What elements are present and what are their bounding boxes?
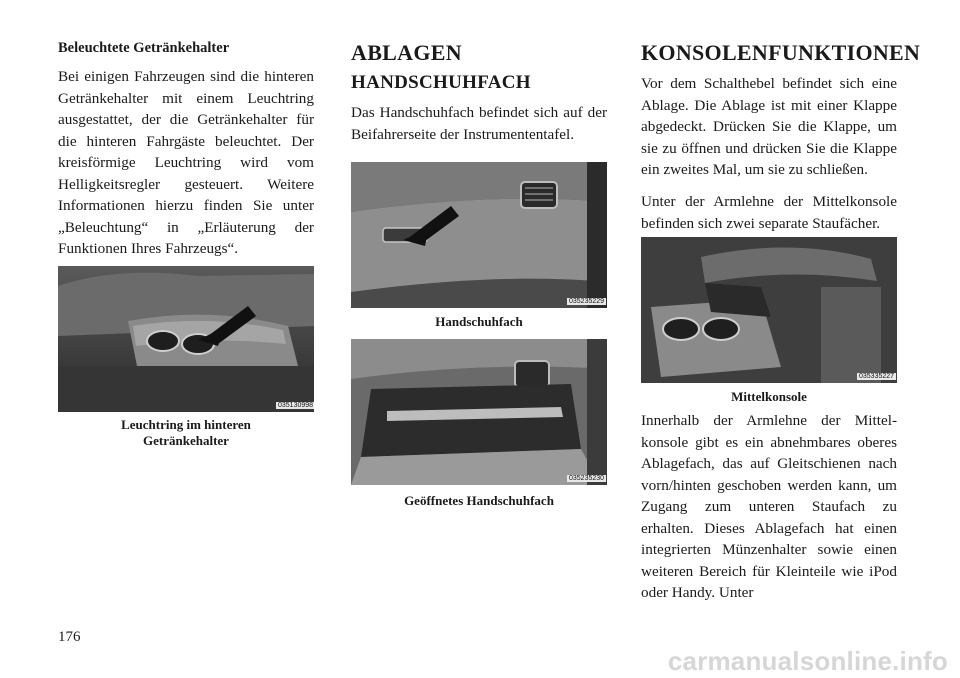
figure-caption-center-console: Mittelkonsole <box>731 389 807 404</box>
page-number: 176 <box>58 629 81 645</box>
glovebox-closed-illustration <box>351 162 607 308</box>
subsection-title-glovebox: HANDSCHUHFACH <box>351 72 531 93</box>
subheading-illuminated-cupholders: Beleuchtete Getränkehalter <box>58 40 230 56</box>
figure-open-glovebox <box>351 339 607 485</box>
right-paragraph-2: Unter der Armlehne der Mittelkonsole befinden sich zwei separate Staufächer. <box>641 193 897 232</box>
figure-caption <box>58 417 314 449</box>
figure-code: 035235230 <box>569 475 605 482</box>
caption-line-1: Leuchtring im hinteren <box>121 417 251 432</box>
center-console-illustration <box>641 237 897 383</box>
figure-caption-open-glovebox: Geöffnetes Handschuhfach <box>404 493 554 508</box>
section-title-storage: ABLAGEN <box>351 40 462 65</box>
caption-line-2: Getränkehalter <box>143 433 229 448</box>
rear-armrest-illustration <box>58 266 314 412</box>
glovebox-open-illustration <box>351 339 607 485</box>
figure-caption-glovebox: Handschuhfach <box>435 314 523 329</box>
figure-center-console <box>641 237 897 383</box>
figure-code: 035335227 <box>859 373 895 380</box>
left-paragraph: Bei einigen Fahrzeugen sind die hinteren Getränkehalter mit einem Leuchtring ausgestattet, der die Getränkehalter für die hinteren Fahrgäste beleuchtet. Der kreisförmige Leuchtring wird vom Helligkeitsregler gesteuert. Weitere Informationen hierzu finden Sie unter „Beleuchtung“ in „Erläuterung der Funktionen Ihres Fahrzeugs“. <box>58 68 314 257</box>
section-title-console: KONSOLENFUNKTIONEN <box>641 40 921 65</box>
figure-glovebox <box>351 162 607 308</box>
right-paragraph-1: Vor dem Schalthebel befindet sich eine Ablage. Die Ablage ist mit einer Klappe abgedeckt. Drücken Sie die Klappe, um sie zu öffnen und drücken Sie die Klappe ein zweites Mal, um sie zu schließen. <box>641 75 897 178</box>
right-paragraph-3: Innerhalb der Armlehne der Mittelkonsole gibt es ein abnehmbares oberes Ablagefach, das auf Gleitschienen nach vorn/hinten geschoben werden kann, um Zugang zum unteren Staufach zu erhalten. Dieses Ablagefach hat einen integrierten Münzenhalter sowie einen weiteren Bereich für Kleinteile wie iPod oder Handy. Unter <box>641 412 897 601</box>
figure-code: 035130998 <box>278 402 314 409</box>
figure-code: 035235229 <box>569 298 605 305</box>
figure-rear-cupholder-light-ring <box>58 266 314 412</box>
watermark: carmanualsonline.info <box>667 646 948 676</box>
middle-paragraph: Das Handschuhfach befindet sich auf der Beifahrerseite der Instrumententafel. <box>351 104 607 143</box>
